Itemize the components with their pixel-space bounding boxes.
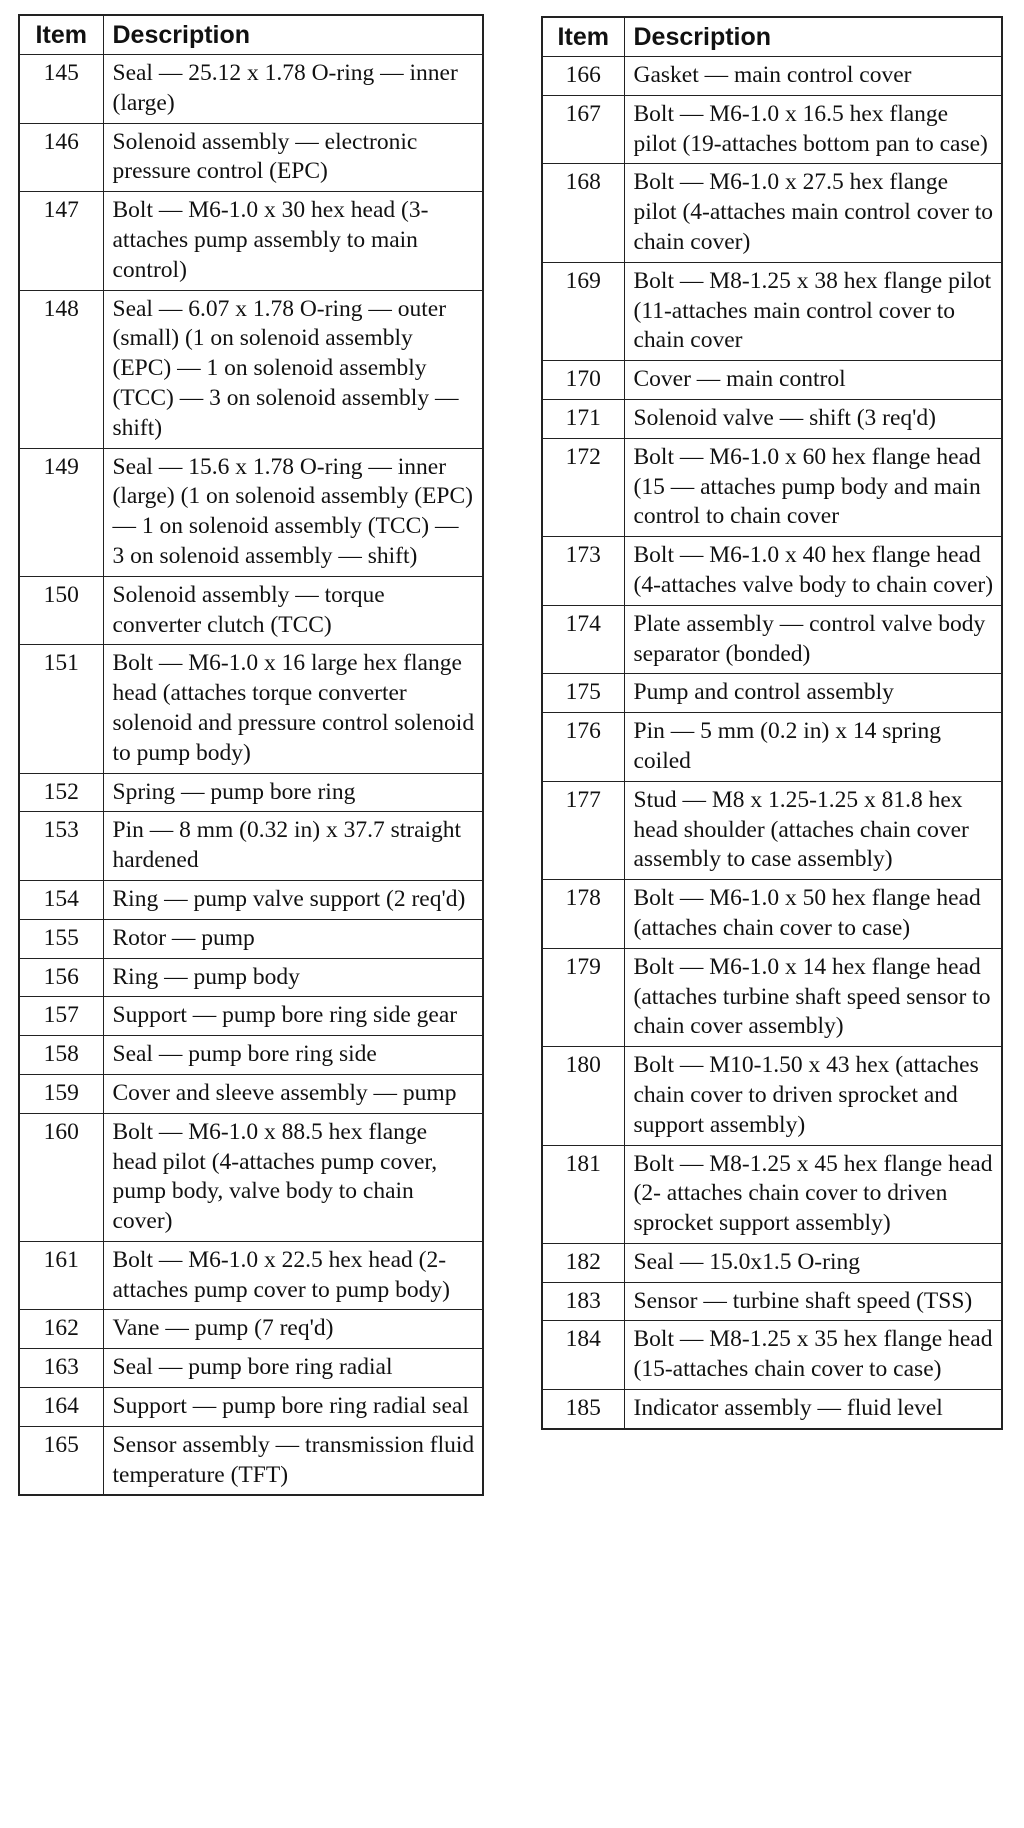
item-description: Solenoid assembly — electronic pressure control (EPC) <box>103 123 483 192</box>
table-row <box>542 1390 1002 1429</box>
table-row <box>19 919 483 958</box>
item-description: Rotor — pump <box>103 919 483 958</box>
table-row <box>19 880 483 919</box>
item-description: Seal — pump bore ring side <box>103 1036 483 1075</box>
table-row <box>542 1047 1002 1145</box>
table-row <box>542 781 1002 879</box>
item-number: 172 <box>542 438 624 536</box>
table-row <box>19 812 483 881</box>
item-number: 155 <box>19 919 103 958</box>
item-number: 149 <box>19 448 103 576</box>
table-row <box>542 438 1002 536</box>
item-description: Bolt — M6-1.0 x 50 hex flange head (attaches chain cover to case) <box>624 880 1002 949</box>
item-description: Bolt — M6-1.0 x 60 hex flange head (15 — attaches pump body and main control to chain cover <box>624 438 1002 536</box>
item-description: Bolt — M8-1.25 x 35 hex flange head (15-attaches chain cover to case) <box>624 1321 1002 1390</box>
table-row <box>542 57 1002 96</box>
item-description: Plate assembly — control valve body separator (bonded) <box>624 605 1002 674</box>
item-number: 148 <box>19 290 103 448</box>
table-row <box>542 537 1002 606</box>
table-row <box>542 361 1002 400</box>
item-description: Indicator assembly — fluid level <box>624 1390 1002 1429</box>
table-row <box>542 164 1002 262</box>
item-number: 180 <box>542 1047 624 1145</box>
table-row <box>542 605 1002 674</box>
table-row <box>19 1113 483 1241</box>
item-number: 154 <box>19 880 103 919</box>
item-number: 156 <box>19 958 103 997</box>
item-number: 175 <box>542 674 624 713</box>
table-row <box>542 95 1002 164</box>
item-description: Bolt — M10-1.50 x 43 hex (attaches chain cover to driven sprocket and support assembly) <box>624 1047 1002 1145</box>
table-row <box>19 1074 483 1113</box>
table-row <box>19 1426 483 1495</box>
parts-table-right <box>541 16 1003 1430</box>
item-description: Seal — 15.6 x 1.78 O-ring — inner (large) (1 on solenoid assembly (EPC) — 1 on solenoid assembly (TCC) — 3 on solenoid assembly — shift) <box>103 448 483 576</box>
item-number: 174 <box>542 605 624 674</box>
item-description: Solenoid valve — shift (3 req'd) <box>624 399 1002 438</box>
table-row <box>19 1241 483 1310</box>
item-description: Support — pump bore ring radial seal <box>103 1388 483 1427</box>
item-number: 165 <box>19 1426 103 1495</box>
item-number: 183 <box>542 1282 624 1321</box>
item-description: Cover and sleeve assembly — pump <box>103 1074 483 1113</box>
item-number: 170 <box>542 361 624 400</box>
table-row <box>19 958 483 997</box>
item-description: Sensor assembly — transmission fluid temperature (TFT) <box>103 1426 483 1495</box>
item-description: Gasket — main control cover <box>624 57 1002 96</box>
item-description: Bolt — M6-1.0 x 16.5 hex flange pilot (19-attaches bottom pan to case) <box>624 95 1002 164</box>
item-number: 161 <box>19 1241 103 1310</box>
table-row <box>542 1282 1002 1321</box>
table-row <box>19 1388 483 1427</box>
item-number: 164 <box>19 1388 103 1427</box>
item-description: Bolt — M8-1.25 x 38 hex flange pilot (11-attaches main control cover to chain cover <box>624 262 1002 360</box>
item-number: 162 <box>19 1310 103 1349</box>
item-number: 176 <box>542 713 624 782</box>
item-number: 182 <box>542 1243 624 1282</box>
item-number: 177 <box>542 781 624 879</box>
item-number: 153 <box>19 812 103 881</box>
item-number: 150 <box>19 576 103 645</box>
item-description: Bolt — M6-1.0 x 22.5 hex head (2-attaches pump cover to pump body) <box>103 1241 483 1310</box>
item-description: Pump and control assembly <box>624 674 1002 713</box>
table-row <box>19 55 483 124</box>
item-number: 169 <box>542 262 624 360</box>
item-description: Cover — main control <box>624 361 1002 400</box>
item-number: 145 <box>19 55 103 124</box>
item-number: 166 <box>542 57 624 96</box>
item-number: 160 <box>19 1113 103 1241</box>
item-number: 178 <box>542 880 624 949</box>
item-description: Bolt — M6-1.0 x 40 hex flange head (4-attaches valve body to chain cover) <box>624 537 1002 606</box>
table-row <box>19 448 483 576</box>
item-description: Bolt — M8-1.25 x 45 hex flange head (2- attaches chain cover to driven sprocket support assembly) <box>624 1145 1002 1243</box>
item-number: 171 <box>542 399 624 438</box>
item-description: Bolt — M6-1.0 x 16 large hex flange head (attaches torque converter solenoid and pressure control solenoid to pump body) <box>103 645 483 773</box>
table-row <box>542 674 1002 713</box>
table-row <box>19 576 483 645</box>
item-number: 151 <box>19 645 103 773</box>
item-number: 185 <box>542 1390 624 1429</box>
item-description: Stud — M8 x 1.25-1.25 x 81.8 hex head shoulder (attaches chain cover assembly to case assembly) <box>624 781 1002 879</box>
item-number: 173 <box>542 537 624 606</box>
item-description: Bolt — M6-1.0 x 14 hex flange head (attaches turbine shaft speed sensor to chain cover assembly) <box>624 948 1002 1046</box>
table-row <box>19 192 483 290</box>
table-row <box>19 1349 483 1388</box>
item-number: 147 <box>19 192 103 290</box>
item-description: Pin — 8 mm (0.32 in) x 37.7 straight hardened <box>103 812 483 881</box>
item-number: 152 <box>19 773 103 812</box>
item-description: Seal — 15.0x1.5 O-ring <box>624 1243 1002 1282</box>
parts-table-left <box>18 14 484 1496</box>
table-row <box>19 1310 483 1349</box>
item-description: Seal — 25.12 x 1.78 O-ring — inner (large) <box>103 55 483 124</box>
table-row <box>542 262 1002 360</box>
table-row <box>19 645 483 773</box>
description-column-header: Description <box>103 15 483 55</box>
item-number: 168 <box>542 164 624 262</box>
item-description: Support — pump bore ring side gear <box>103 997 483 1036</box>
item-number: 159 <box>19 1074 103 1113</box>
item-description: Bolt — M6-1.0 x 27.5 hex flange pilot (4-attaches main control cover to chain cover) <box>624 164 1002 262</box>
table-row <box>542 1145 1002 1243</box>
table-header-row <box>542 17 1002 57</box>
item-number: 167 <box>542 95 624 164</box>
table-row <box>19 1036 483 1075</box>
item-number: 158 <box>19 1036 103 1075</box>
item-description: Ring — pump body <box>103 958 483 997</box>
table-row <box>19 997 483 1036</box>
item-column-header: Item <box>542 17 624 57</box>
item-number: 179 <box>542 948 624 1046</box>
item-number: 181 <box>542 1145 624 1243</box>
item-description: Sensor — turbine shaft speed (TSS) <box>624 1282 1002 1321</box>
item-description: Pin — 5 mm (0.2 in) x 14 spring coiled <box>624 713 1002 782</box>
item-number: 184 <box>542 1321 624 1390</box>
table-row <box>19 290 483 448</box>
table-row <box>542 713 1002 782</box>
item-description: Bolt — M6-1.0 x 88.5 hex flange head pilot (4-attaches pump cover, pump body, valve body to chain cover) <box>103 1113 483 1241</box>
item-number: 157 <box>19 997 103 1036</box>
item-number: 163 <box>19 1349 103 1388</box>
table-row <box>542 1243 1002 1282</box>
table-row <box>19 773 483 812</box>
item-description: Vane — pump (7 req'd) <box>103 1310 483 1349</box>
item-description: Ring — pump valve support (2 req'd) <box>103 880 483 919</box>
item-description: Spring — pump bore ring <box>103 773 483 812</box>
item-column-header: Item <box>19 15 103 55</box>
item-description: Seal — 6.07 x 1.78 O-ring — outer (small) (1 on solenoid assembly (EPC) — 1 on solenoid assembly (TCC) — 3 on solenoid assembly — shift) <box>103 290 483 448</box>
item-description: Seal — pump bore ring radial <box>103 1349 483 1388</box>
table-row <box>19 123 483 192</box>
table-row <box>542 1321 1002 1390</box>
table-row <box>542 948 1002 1046</box>
description-column-header: Description <box>624 17 1002 57</box>
item-description: Solenoid assembly — torque converter clutch (TCC) <box>103 576 483 645</box>
item-number: 146 <box>19 123 103 192</box>
item-description: Bolt — M6-1.0 x 30 hex head (3-attaches pump assembly to main control) <box>103 192 483 290</box>
table-header-row <box>19 15 483 55</box>
table-row <box>542 880 1002 949</box>
table-row <box>542 399 1002 438</box>
